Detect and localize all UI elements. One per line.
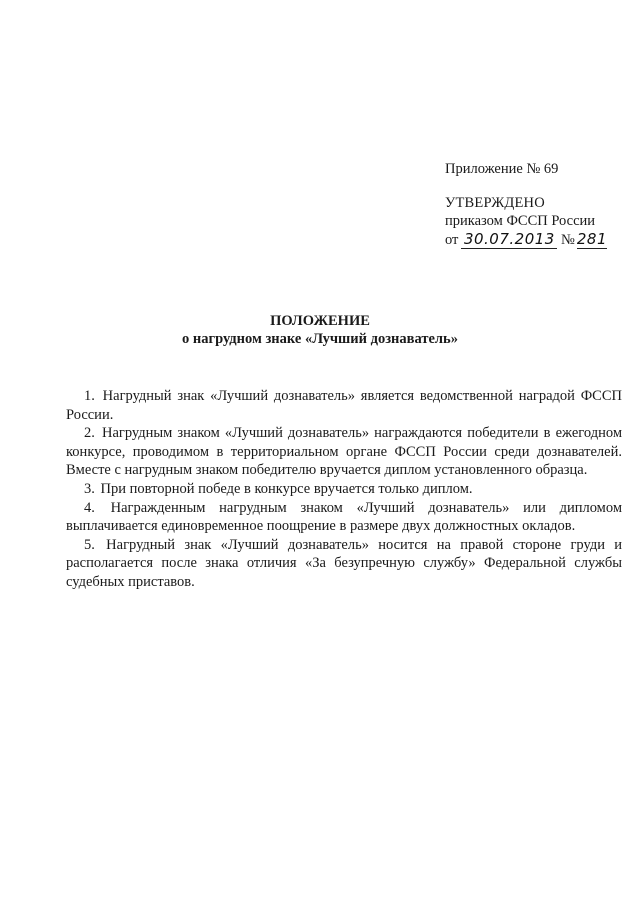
- date-prefix: от: [445, 232, 459, 248]
- order-reference: приказом ФССП России: [445, 213, 596, 229]
- paragraph-number: 3.: [84, 480, 95, 497]
- paragraph: [66, 480, 622, 499]
- approval-stamp: [445, 160, 607, 249]
- title-subtitle: о нагрудном знаке «Лучший дознаватель»: [182, 331, 458, 347]
- document-title: [0, 312, 640, 348]
- paragraph-text: Нагрудным знаком «Лучший дознаватель» награждаются победители в ежегодном конкурсе, проводимом в территориальном органе ФССП России среди дознавателей. Вместе с нагрудным знаком победителю вручается диплом установленного образца.: [66, 425, 623, 479]
- paragraph: [66, 424, 622, 480]
- paragraph-number: 4.: [84, 499, 95, 516]
- number-prefix: №: [561, 232, 575, 248]
- paragraph-text: Нагрудный знак «Лучший дознаватель» является ведомственной наградой ФССП России.: [66, 388, 622, 423]
- handwritten-date: 30.07.2013: [461, 230, 557, 249]
- paragraph: [66, 499, 622, 536]
- handwritten-order-number: 281: [576, 230, 608, 248]
- paragraph-text: Нагрудный знак «Лучший дознаватель» носится на правой стороне груди и располагается после знака отличия «За безупречную службу» Федеральной службы судебных приставов.: [66, 536, 623, 590]
- appendix-number: Приложение № 69: [445, 161, 559, 177]
- paragraph-number: 2.: [84, 425, 95, 442]
- paragraph-number: 1.: [84, 388, 95, 404]
- paragraph-text: При повторной победе в конкурсе вручается только диплом.: [100, 480, 473, 497]
- approved-label: УТВЕРЖДЕНО: [445, 195, 545, 211]
- title-main: ПОЛОЖЕНИЕ: [270, 313, 370, 329]
- paragraph: [66, 536, 622, 592]
- paragraph: [66, 387, 622, 424]
- order-date-line: [445, 230, 607, 249]
- paragraph-number: 5.: [84, 536, 95, 553]
- document-body: [66, 387, 622, 592]
- paragraph-text: Награжденным нагрудным знаком «Лучший дознаватель» или дипломом выплачивается единовременное поощрение в размере двух должностных окладов.: [66, 499, 623, 535]
